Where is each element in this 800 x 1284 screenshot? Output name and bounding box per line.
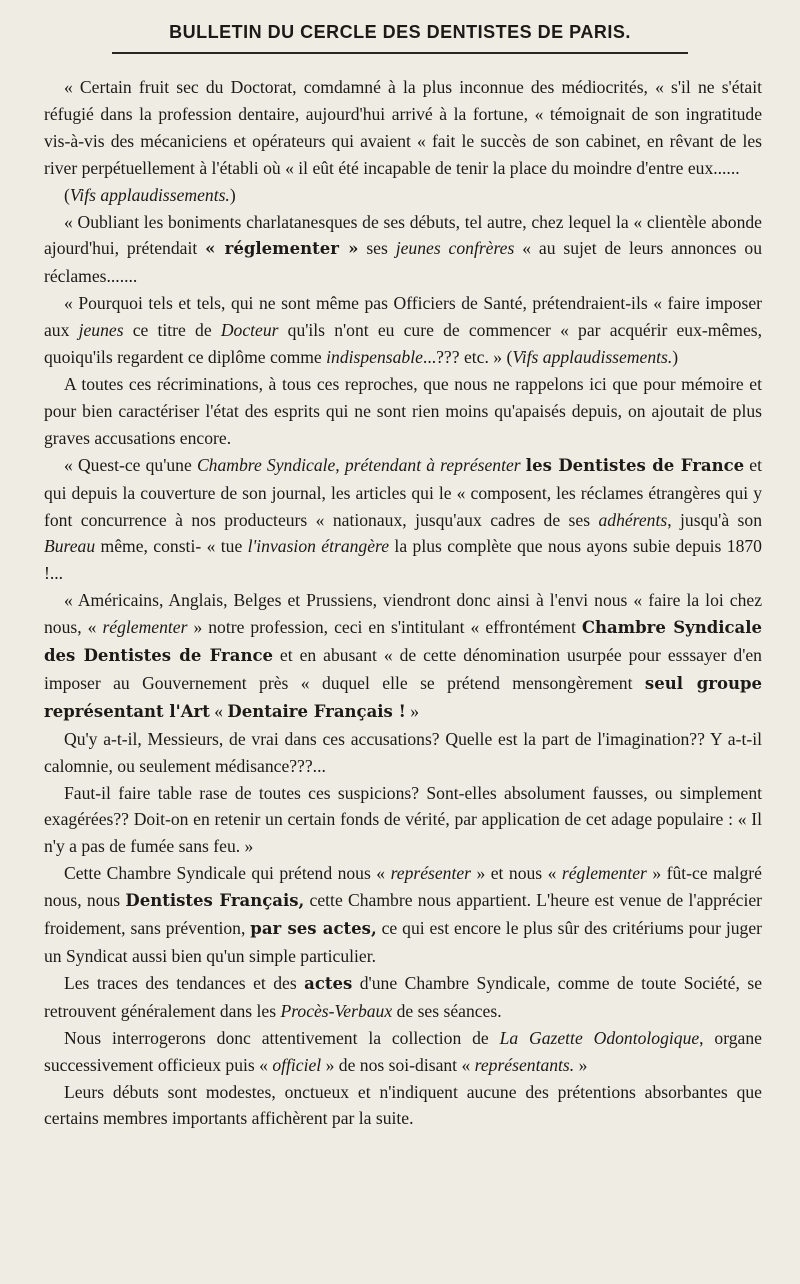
text-run: , organe successivement officieux puis «	[44, 1027, 762, 1075]
bold-text: Chambre Syndicale des Dentistes de France	[44, 618, 763, 666]
text-run: » fût-ce malgré nous, nous	[44, 863, 762, 911]
text-run: la plus complète que nous ayons subie depuis 1870 !...	[44, 536, 762, 584]
bold-text: Dentistes Français,	[125, 891, 305, 911]
text-run: même, consti- « tue	[95, 536, 248, 557]
paragraph	[44, 587, 762, 726]
italic-text: Bureau	[44, 536, 96, 557]
text-run: »	[405, 700, 420, 721]
text-run: Les traces des tendances et des	[64, 972, 305, 993]
bold-text: Dentaire Français !	[227, 701, 406, 721]
text-run: «	[209, 700, 228, 721]
bold-text: seul groupe représentant l'Art	[44, 673, 762, 721]
text-run: ce titre de	[123, 320, 221, 341]
bold-text: « réglementer »	[205, 239, 359, 259]
italic-text: adhérents	[598, 509, 668, 530]
text-run: » et nous «	[471, 863, 562, 884]
text-run: » de nos soi-disant «	[321, 1054, 475, 1075]
paragraph	[44, 74, 762, 182]
text-run: « Américains, Anglais, Belges et Prussiens, viendront donc ainsi à l'envi nous « faire la loi chez nous, «	[44, 590, 762, 638]
italic-text: jeunes	[78, 320, 124, 341]
italic-text: Vifs applaudissements.	[69, 184, 230, 205]
text-run: Qu'y a-t-il, Messieurs, de vrai dans ces accusations? Quelle est la part de l'imagination?? Y a-t-il calomnie, ou seulement médisance???...	[44, 728, 762, 776]
italic-text: réglementer	[561, 863, 647, 884]
italic-text: officiel	[272, 1054, 322, 1075]
text-run: « Pourquoi tels et tels, qui ne sont même pas Officiers de Santé, prétendraient-ils « faire imposer aux	[44, 293, 762, 341]
italic-text: Docteur	[220, 320, 279, 341]
paragraph	[44, 780, 762, 861]
italic-text: Chambre Syndicale, prétendant à représenter	[196, 454, 521, 475]
page-header: BULLETIN DU CERCLE DES DENTISTES DE PARIS.	[169, 22, 631, 42]
text-run: cette Chambre nous appartient. L'heure est venue de l'apprécier froidement, sans prévention,	[44, 890, 763, 939]
text-run: « Oubliant les boniments charlatanesques de ses débuts, tel autre, chez lequel la « clientèle abonde ajourd'hui, prétendait	[44, 211, 762, 259]
italic-text: jeunes confrères	[395, 238, 515, 259]
italic-text: représentants.	[474, 1054, 575, 1075]
paragraph	[44, 371, 762, 452]
text-run: qu'ils n'ont eu cure de commencer « par acquérir eux-mêmes, quoiqu'ils regardent ce diplôme comme	[44, 320, 762, 368]
text-run: ce qui est encore le plus sûr des critériums pour juger un Syndicat aussi bien qu'un simple particulier.	[44, 918, 763, 966]
italic-text: représenter	[390, 863, 472, 884]
bold-text: par ses actes,	[250, 919, 377, 939]
text-run: (	[64, 184, 70, 205]
header-rule	[112, 52, 688, 54]
paragraph	[44, 726, 762, 780]
italic-text: La Gazette Odontologique	[499, 1027, 700, 1048]
paragraph	[44, 1025, 762, 1079]
bold-text: actes	[304, 973, 353, 993]
text-run: de ses séances.	[392, 1000, 502, 1021]
italic-text: indispensable	[326, 347, 423, 368]
text-run: Leurs débuts sont modestes, onctueux et n'indiquent aucune des prétentions absorbantes que certains membres importants affichèrent par la suite.	[44, 1081, 762, 1129]
text-run: et qui depuis la couverture de son journal, les articles qui le « composent, les réclames étrangères qui y font concurrence à nos producteurs « nationaux, jusqu'aux cadres de ses	[44, 454, 762, 530]
text-run: Nous interrogerons donc attentivement la collection de	[64, 1027, 500, 1048]
italic-text: Procès-Verbaux	[280, 1000, 393, 1021]
text-run: , jusqu'à son	[667, 509, 762, 530]
text-run: ...??? etc. » (	[422, 347, 513, 368]
text-run: »	[574, 1054, 588, 1075]
italic-text: l'invasion étrangère	[247, 536, 390, 557]
paragraph	[44, 452, 762, 588]
text-run: Cette Chambre Syndicale qui prétend nous «	[64, 863, 391, 884]
paragraph	[44, 1079, 762, 1133]
paragraph	[44, 209, 762, 291]
bold-text: les Dentistes de France	[525, 455, 745, 475]
text-run: et en abusant « de cette dénomination usurpée pour esssayer d'en imposer au Gouvernement près « duquel elle se prétend mensongèrement	[44, 645, 762, 693]
italic-text: Vifs applaudissements.	[512, 347, 673, 368]
text-run: d'une Chambre Syndicale, comme de toute Société, se retrouvent généralement dans les	[44, 972, 763, 1021]
text-run: » notre profession, ceci en s'intitulant « effrontément	[187, 617, 582, 638]
text-run: Faut-il faire table rase de toutes ces suspicions? Sont-elles absolument fausses, ou simplement exagérées?? Doit-on en retenir un certain fonds de vérité, par application de cet adage populaire : « Il n'y a pas de fumée sans feu. »	[44, 782, 762, 857]
text-run: )	[672, 347, 679, 368]
text-run: « Quest-ce qu'une	[64, 454, 197, 475]
text-run: ses	[358, 238, 396, 259]
text-run: « au sujet de leurs annonces ou réclames.......	[44, 238, 762, 287]
paragraph	[44, 290, 762, 371]
text-run: )	[229, 184, 236, 205]
paragraph	[44, 182, 762, 209]
text-run: A toutes ces récriminations, à tous ces reproches, que nous ne rappelons ici que pour mémoire et pour bien caractériser l'état des esprits qui ne sont rien moins qu'apaisés depuis, on ajoutait de plus graves accusations encore.	[44, 373, 762, 448]
italic-text: réglementer	[102, 617, 188, 638]
article-body	[44, 74, 762, 1132]
paragraph	[44, 970, 762, 1025]
paragraph	[44, 860, 762, 970]
text-run: « Certain fruit sec du Doctorat, comdamné à la plus inconnue des médiocrités, « s'il ne s'était réfugié dans la profession dentaire, aujourd'hui arrivé à la fortune, « témoignait de son ingratitude vis-à-vis des mécaniciens et opérateurs qui avaient « fait le succès de son cabinet, en rêvant de les river perpétuellement à l'établi où « il eût été incapable de tenir la place du moindre d'entre eux......	[44, 77, 762, 178]
